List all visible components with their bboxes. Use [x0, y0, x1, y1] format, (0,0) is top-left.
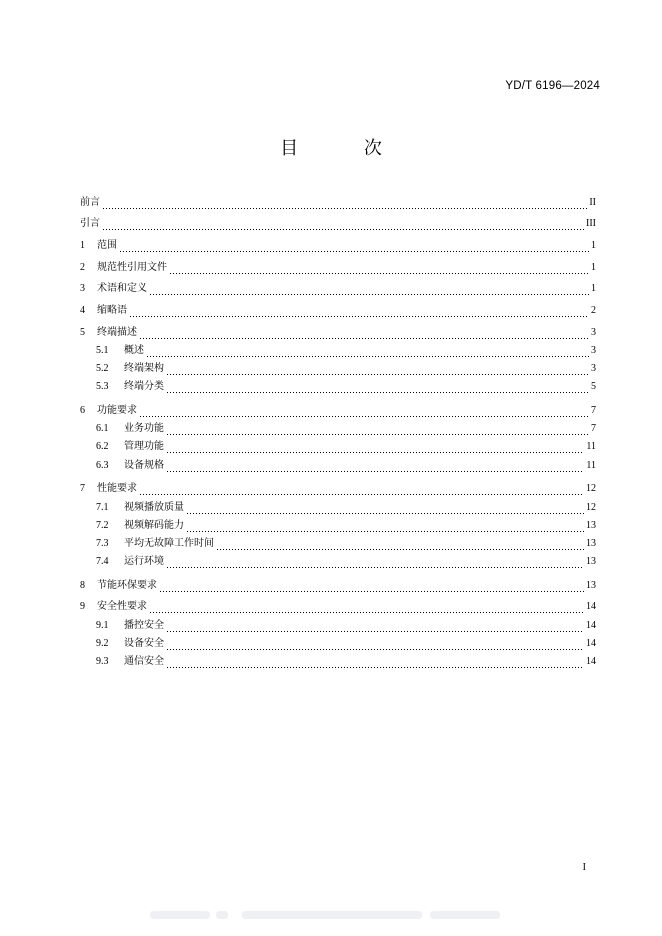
toc-entry-number: 5.2 — [96, 363, 109, 375]
dot-leader — [102, 217, 584, 231]
toc-entry-page: II — [589, 196, 596, 208]
dot-leader — [166, 459, 584, 473]
toc-entry-number: 9 — [80, 601, 85, 613]
toc-entry-page: 14 — [586, 619, 596, 631]
toc-entry-label: 节能环保要求 — [97, 579, 157, 591]
toc-entry-number: 3 — [80, 283, 85, 295]
toc-entry-number: 6.3 — [96, 459, 109, 471]
toc-entry-page: 14 — [586, 601, 596, 613]
dot-leader — [159, 579, 584, 593]
toc-entry-label: 平均无故障工作时间 — [124, 537, 214, 549]
toc-entry-label: 功能要求 — [97, 405, 137, 417]
toc-entry[interactable] — [80, 475, 596, 497]
dot-leader — [119, 239, 589, 253]
toc-entry-label: 终端描述 — [97, 326, 137, 338]
dot-leader — [169, 261, 589, 275]
toc-entry-label: 运行环境 — [124, 556, 164, 568]
toc-entry[interactable] — [80, 231, 596, 253]
dot-leader — [139, 482, 584, 496]
toc-entry-number: 6.1 — [96, 423, 109, 435]
dot-leader — [129, 304, 589, 318]
toc-entry-number: 9.1 — [96, 619, 109, 631]
dot-leader — [166, 422, 589, 436]
toc-entry-page: 3 — [591, 345, 596, 356]
toc-entry-number: 9.2 — [96, 637, 109, 649]
toc-entry-number: 8 — [80, 579, 85, 591]
toc-entry-page: III — [586, 218, 596, 230]
toc-entry[interactable] — [80, 614, 596, 632]
toc-entry[interactable] — [80, 571, 596, 593]
dot-leader — [166, 555, 584, 569]
toc-entry-label: 范围 — [97, 240, 117, 252]
toc-entry-number: 4 — [80, 305, 85, 317]
toc-entry-page: 13 — [586, 556, 596, 568]
page-title: 目 次 — [280, 138, 412, 159]
page-number: I — [582, 862, 586, 873]
toc-entry-label: 前言 — [80, 196, 100, 208]
toc-entry-label: 安全性要求 — [97, 601, 147, 613]
toc-entry-label: 设备规格 — [124, 459, 164, 471]
toc-entry-page: 1 — [591, 240, 596, 252]
dot-leader — [102, 196, 587, 210]
toc-entry[interactable] — [80, 496, 596, 514]
toc-entry-page: 11 — [586, 441, 596, 453]
toc-entry[interactable] — [80, 296, 596, 318]
toc-entry-number: 2 — [80, 261, 85, 273]
toc-entry-page: 7 — [591, 423, 596, 435]
toc-entry-page: 3 — [591, 326, 596, 338]
toc-entry-label: 概述 — [124, 345, 144, 356]
toc-entry-number: 6 — [80, 405, 85, 417]
toc-entry[interactable] — [80, 436, 596, 454]
dot-leader — [186, 501, 584, 515]
dot-leader — [166, 380, 589, 394]
dot-leader — [166, 362, 589, 376]
toc-entry[interactable] — [80, 253, 596, 275]
toc-entry-page: 12 — [586, 483, 596, 495]
dot-leader — [149, 282, 589, 296]
toc-entry[interactable] — [80, 418, 596, 436]
toc-entry[interactable] — [80, 593, 596, 615]
toc-entry-number: 5.1 — [96, 345, 109, 356]
toc-entry[interactable] — [80, 454, 596, 472]
toc-entry-label: 设备安全 — [124, 637, 164, 649]
toc-entry-label: 通信安全 — [124, 656, 164, 667]
table-of-contents — [80, 188, 596, 669]
toc-entry[interactable] — [80, 633, 596, 651]
dot-leader — [149, 600, 584, 614]
toc-entry-label: 性能要求 — [97, 483, 137, 495]
toc-entry-number: 1 — [80, 240, 85, 252]
toc-entry-number: 9.3 — [96, 656, 109, 667]
toc-entry[interactable] — [80, 188, 596, 210]
toc-entry-number: 6.2 — [96, 441, 109, 453]
toc-entry-number: 7.2 — [96, 519, 109, 531]
toc-entry[interactable] — [80, 210, 596, 232]
toc-entry-label: 引言 — [80, 218, 100, 230]
dot-leader — [166, 655, 584, 669]
toc-entry-label: 规范性引用文件 — [97, 261, 167, 273]
toc-entry-page: 5 — [591, 381, 596, 393]
toc-entry[interactable] — [80, 651, 596, 669]
toc-entry[interactable] — [80, 533, 596, 551]
toc-entry-page: 13 — [586, 537, 596, 549]
dot-leader — [216, 537, 584, 551]
toc-entry[interactable] — [80, 396, 596, 418]
toc-entry[interactable] — [80, 275, 596, 297]
toc-entry-number: 7.1 — [96, 501, 109, 513]
toc-entry-number: 7 — [80, 483, 85, 495]
toc-entry[interactable] — [80, 515, 596, 533]
toc-entry-label: 播控安全 — [124, 619, 164, 631]
dot-leader — [146, 344, 589, 358]
toc-entry-label: 终端分类 — [124, 381, 164, 393]
toc-entry-label: 管理功能 — [124, 441, 164, 453]
toc-entry-number: 5 — [80, 326, 85, 338]
toc-entry-page: 1 — [591, 261, 596, 273]
toc-entry-label: 视频解码能力 — [124, 519, 184, 531]
toc-entry[interactable] — [80, 340, 596, 358]
dot-leader — [166, 619, 584, 633]
toc-entry[interactable] — [80, 358, 596, 376]
dot-leader — [166, 440, 584, 454]
toc-entry-page: 7 — [591, 405, 596, 417]
toc-entry[interactable] — [80, 551, 596, 569]
watermark — [150, 904, 510, 918]
toc-entry-page: 14 — [586, 656, 596, 667]
document-code: YD/T 6196—2024 — [505, 80, 600, 92]
toc-entry-label: 视频播放质量 — [124, 501, 184, 513]
toc-entry-label: 终端架构 — [124, 363, 164, 375]
dot-leader — [166, 637, 584, 651]
toc-entry[interactable] — [80, 318, 596, 340]
toc-entry-number: 5.3 — [96, 381, 109, 393]
toc-entry-number: 7.4 — [96, 556, 109, 568]
toc-entry-page: 11 — [586, 459, 596, 471]
dot-leader — [139, 326, 589, 340]
toc-entry-page: 13 — [586, 519, 596, 531]
toc-entry-label: 缩略语 — [97, 305, 127, 317]
toc-entry-page: 13 — [586, 579, 596, 591]
toc-entry-label: 术语和定义 — [97, 283, 147, 295]
dot-leader — [139, 404, 589, 418]
dot-leader — [186, 519, 584, 533]
toc-entry-page: 12 — [586, 501, 596, 513]
toc-entry-page: 2 — [591, 305, 596, 317]
toc-entry-label: 业务功能 — [124, 423, 164, 435]
toc-entry[interactable] — [80, 376, 596, 394]
toc-entry-number: 7.3 — [96, 537, 109, 549]
toc-entry-page: 14 — [586, 637, 596, 649]
toc-entry-page: 1 — [591, 283, 596, 295]
toc-entry-page: 3 — [591, 363, 596, 375]
